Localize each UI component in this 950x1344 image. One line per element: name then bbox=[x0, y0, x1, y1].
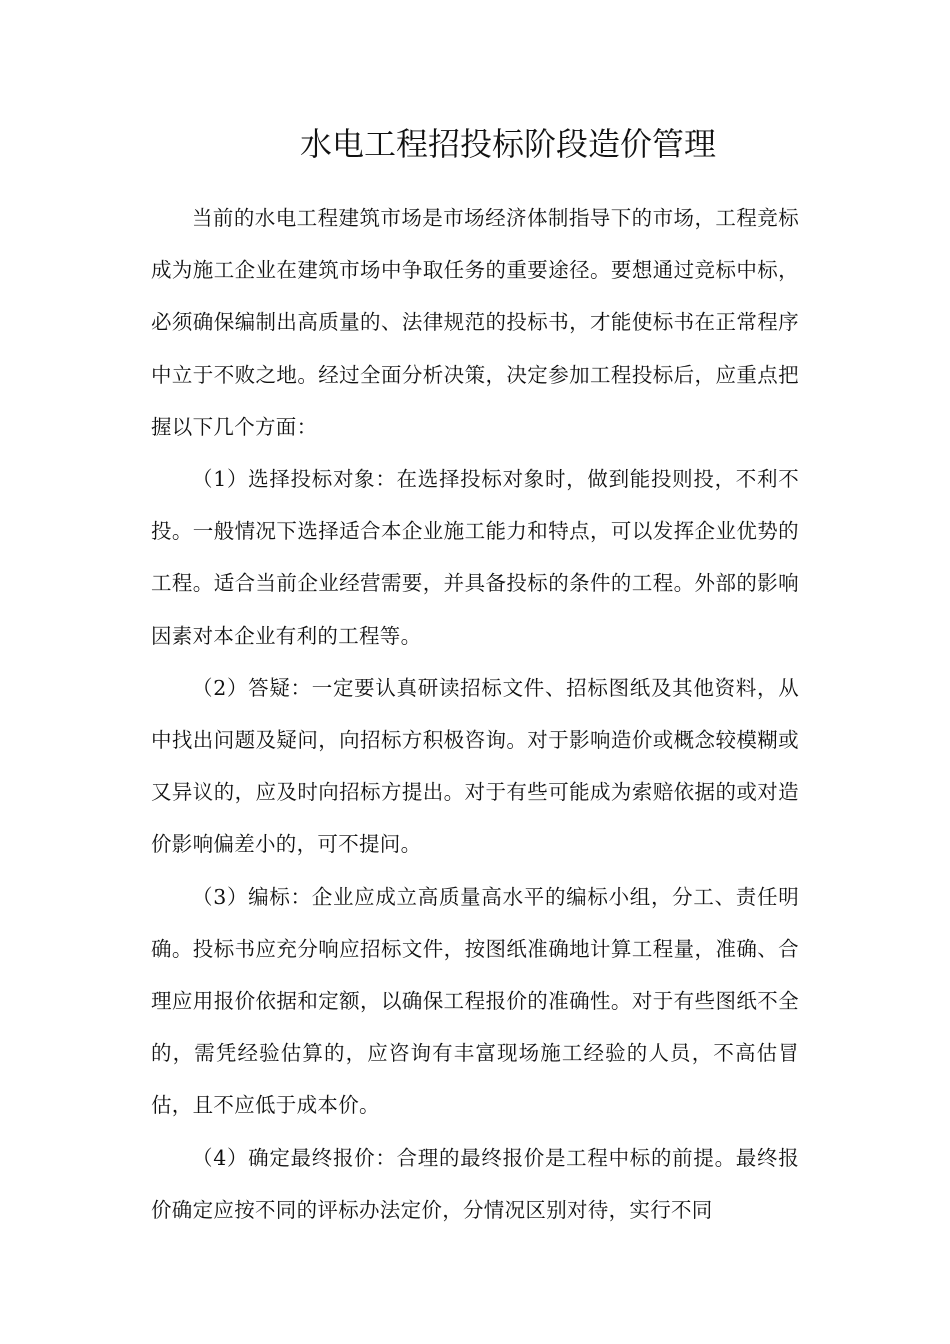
paragraph-qa: （2）答疑：一定要认真研读招标文件、招标图纸及其他资料，从中找出问题及疑问，向招标方积极咨询。对于影响造价或概念较模糊或又异议的，应及时向招标方提出。对于有些可能成为索赔依据的或对造价影响偏差小的，可不提问。 bbox=[151, 675, 799, 857]
document-title: 水电工程招投标阶段造价管理 bbox=[299, 125, 716, 163]
paragraph-compile-bid: （3）编标：企业应成立高质量高水平的编标小组，分工、责任明确。投标书应充分响应招标文件，按图纸准确地计算工程量，准确、合理应用报价依据和定额，以确保工程报价的准确性。对于有些图纸不全的，需凭经验估算的，应咨询有丰富现场施工经验的人员，不高估冒估，且不应低于成本价。 bbox=[151, 884, 799, 1118]
paragraph-intro: 当前的水电工程建筑市场是市场经济体制指导下的市场，工程竞标成为施工企业在建筑市场中争取任务的重要途径。要想通过竞标中标，必须确保编制出高质量的、法律规范的投标书，才能使标书在正常程序中立于不败之地。经过全面分析决策，决定参加工程投标后，应重点把握以下几个方面： bbox=[151, 206, 799, 439]
paragraph-final-quote: （4）确定最终报价：合理的最终报价是工程中标的前提。最终报价确定应按不同的评标办法定价，分情况区别对待，实行不同 bbox=[151, 1145, 799, 1222]
document-body bbox=[151, 192, 799, 1236]
paragraph-select-target: （1）选择投标对象：在选择投标对象时，做到能投则投，不利不投。一般情况下选择适合本企业施工能力和特点，可以发挥企业优势的工程。适合当前企业经营需要，并具备投标的条件的工程。外部的影响因素对本企业有利的工程等。 bbox=[151, 467, 799, 648]
